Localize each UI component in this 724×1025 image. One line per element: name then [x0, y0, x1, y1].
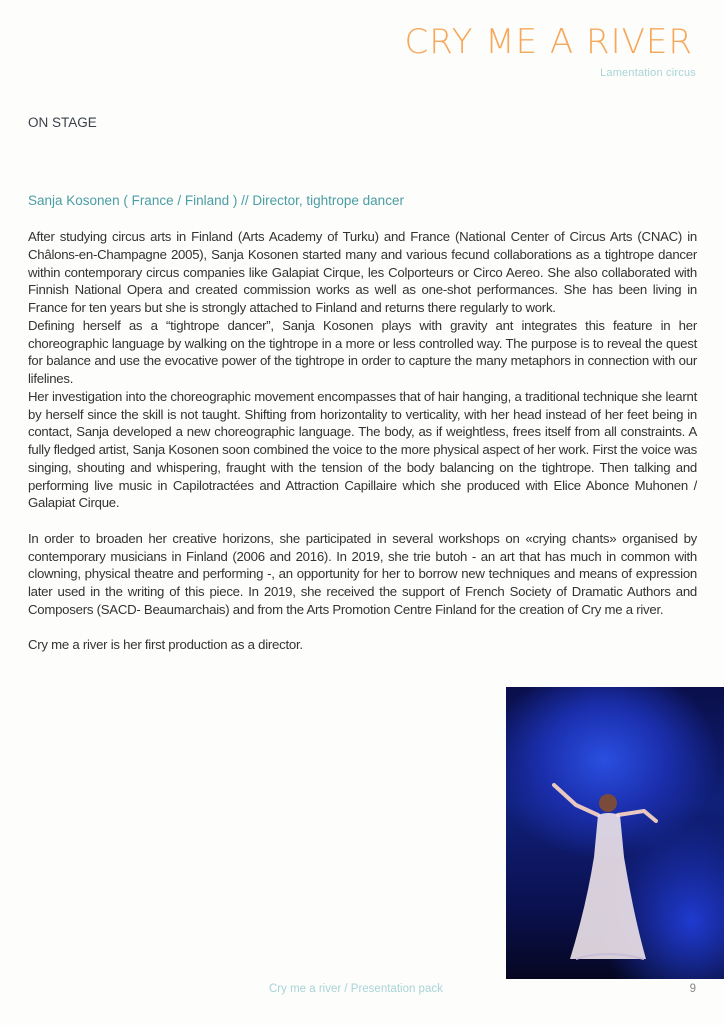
biography-text	[28, 228, 697, 654]
footer-text: Cry me a river / Presentation pack	[269, 983, 443, 995]
document-title: CRY ME A RIVER	[404, 22, 693, 62]
paragraph: Cry me a river is her first production as a director.	[28, 637, 303, 653]
paragraph: Defining herself as a “tightrope dancer”, Sanja Kosonen plays with gravity ant integrates this feature in her choreographic language by walking on the tightrope in a more or less controlled way. The purpose is to reveal the quest for balance and use the evocative power of the tightrope in order to capture the many metaphors in connection with our lifelines.	[28, 317, 697, 386]
person-heading: Sanja Kosonen ( France / Finland ) // Director, tightrope dancer	[28, 193, 404, 208]
paragraph: In order to broaden her creative horizons, she participated in several workshops on «crying chants» organised by contemporary musicians in Finland (2006 and 2016). In 2019, she trie butoh - an art that has much in common with clowning, physical theatre and performing -, an opportunity for her to borrow new techniques and means of expression later used in the writing of this piece. In 2019, she received the support of French Society of Dramatic Authors and Composers (SACD- Beaumarchais) and from the Arts Promotion Centre Finland for the creation of Cry me a river.	[28, 530, 697, 617]
paragraph: Her investigation into the choreographic movement encompasses that of hair hanging, a traditional technique she learnt by herself since the skill is not taught. Shifting from horizontality to verticality, with her head instead of her feet being in contact, Sanja developed a new choreographic language. The body, as if weightless, frees itself from all constraints. A fully fledged artist, Sanja Kosonen soon combined the voice to the more physical aspect of her work. First the voice was singing, shouting and whispering, fraught with the tension of the body balancing on the tightrope. Then talking and performing live music in Capilotractées and Attraction Capillaire which she produced with Elice Abonce Muhonen / Galapiat Cirque.	[28, 388, 697, 511]
paragraph: After studying circus arts in Finland (Arts Academy of Turku) and France (National Center of Circus Arts (CNAC) in Châlons-en-Champagne 2005), Sanja Kosonen started many and various fecund collaborations as a tightrope dancer within contemporary circus companies like Galapiat Cirque, les Colporteurs or Circo Aereo. She also collaborated with Finnish National Opera and created commission works as well as one-shot performances. She has been living in France for ten years but she is strongly attached to Finland and returns there regularly to work.	[28, 229, 697, 315]
document-subtitle: Lamentation circus	[600, 67, 696, 79]
page-number: 9	[689, 983, 696, 995]
section-title: ON STAGE	[28, 115, 97, 130]
dancer-figure	[506, 687, 724, 979]
performer-photo	[506, 687, 724, 979]
